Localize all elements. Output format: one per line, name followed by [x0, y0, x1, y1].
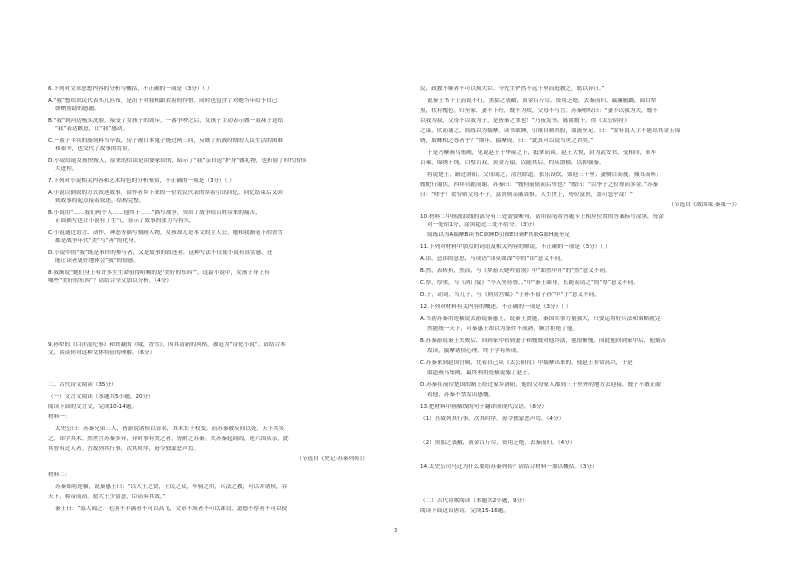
text-line: 攻读，揣摩诸侯心理，终于学有所成。: [427, 348, 523, 354]
text-line: 都是战争年代“美”与“善”的化身。: [55, 238, 140, 244]
text-line: 6.下列对文章思想内容的分析与概括，不正确的一项是（3分）（ ）: [48, 86, 213, 92]
text-line: 能让读者更好地体会“我”的情感。: [55, 258, 140, 264]
text-line: （1）吾故列其行事，次其时序，毋令独蒙恶声焉。（4分）: [420, 416, 565, 422]
text-line: （节选自《史记·苏秦列传》）: [296, 456, 368, 462]
text-line: B.小说用“……我们两个人……他终于……”描写战争，突出了战争给百姓带来的痛苦，: [48, 210, 261, 216]
text-line: D.子，动词，当儿子，与《阿房宫赋》“子孙不留子孙”中“子”意义不同。: [420, 292, 600, 298]
page-number: 3: [394, 528, 398, 534]
text-line: （二）古代诗歌阅读（本题共2小题，9分）: [420, 498, 528, 504]
text-line: 和艰辛，也交代了故事的背景。: [55, 146, 134, 152]
text-line: 哪些“美好的东西”？请结合全文加以分析。（4分）: [48, 278, 173, 284]
text-line: 秦王曰：“寡人闻之：毛羽不丰满者不可以高飞，文章不成者不可以诛罚，道德不厚者不可以使: [55, 506, 288, 512]
text-line: 民，政教不顺者不可以烦大臣。今先生俨然不远千里而庭教之，愿以异日。”: [420, 86, 605, 92]
text-line: 材料一：: [48, 414, 71, 420]
text-line: D.苏秦在前往楚国的路上经过家乡洛阳，他的父母家人都到三十里外的地方去迎接，嫂子不敢正眼: [420, 382, 662, 388]
text-line: 大进程。: [55, 166, 78, 172]
text-line: 8.我渐说“她们身上有许多生生命值得咀嚼的是‘美好的东西’”。这篇小说中，女孩子身上有: [48, 270, 270, 276]
text-line: 说秦王书十上而说不行，黑貂之裘敝，黄金百斤尽，资用乏绝，去秦而归。羸縢履蹻，面目犁: [427, 98, 657, 104]
text-line: B.然，表转折，然而，与《梦游天姥吟留别》中“如然中开”的“然”意义不同。: [420, 268, 611, 274]
text-line: B.苏秦游说秦王失败后，回到家中看到妻子和嫂嫂对他冷淡，他很惭愧，因此他回到家中后，他刻苦: [420, 338, 667, 344]
text-line: 看他，苏秦不禁发出感慨。: [427, 392, 495, 398]
text-line: A.小说以倒叙的方式叙述故事，由作者乡下来的一位农民代表的穿着引出回忆，回忆结束后又回: [48, 190, 283, 196]
text-line: 二、古代诗文阅读（35分）: [48, 382, 117, 388]
text-line: 阅读下面的文言文，完成10-14题。: [48, 404, 137, 410]
text-line: C.一篮子卡宾的肠饲料当早饭，房子被日本鬼子烧过两三回，反映了抗战时期的人民生活的困难: [48, 138, 284, 144]
text-line: 然能统一天下，可秦惠王却以为条件不成熟，婉言拒绝了他。: [427, 326, 579, 332]
text-line: 黑，状有愧色。归至家，妻不下纴，嫂不为炊，父母不与言。苏秦喟叹曰：“妻不以我为夫，嫂不: [420, 108, 658, 114]
text-line: 到故事的起点接着叙述，结构完整。: [55, 198, 145, 204]
text-line: （一）文言文阅读（本题共5小题，20分）: [48, 394, 154, 400]
text-line: D.小说中的“我”既是事件的参与者，又是故事的叙述者，这种写法不仅使小说有真实感，还: [48, 250, 273, 256]
text-line: 曰：“嗟乎！贫穷则父母不子，富贵则亲戚畏惧。人生世上，势位富贵，盖可忽乎哉！”: [420, 192, 633, 198]
text-line: D.小说结尾女孩快嫁人，原来的信由是由婆家给的，暗示了“我”亲自送“护身”做礼物，也折射了时代的伟: [48, 158, 307, 164]
text-line: “我”表达歉意，让“我”感动。: [55, 126, 129, 132]
text-line: 取道燕乌集阙，最终利用连横说服了赵王。: [427, 370, 534, 376]
text-line: （节选自《战国策·秦策一》）: [668, 202, 740, 208]
text-line: B.“我”到河边梳头洗脸，接受了女孩子的训斥，一番争吵之后，女孩子主动表示做一双袜子送给: [48, 118, 284, 124]
text-line: 之谋，伏而诵之，简练以为揣摩。读书欲睡，引锥自刺其股，血流至足。曰：“安有说人主不能出其金玉锦: [420, 128, 681, 134]
text-line: 简练以为A揣摩B读书C欲睡D引锥E自刺F其股G血H流至足: [427, 232, 571, 238]
text-line: 以我为叔，父母不以我为子，是皆秦之罪也！”乃夜发书，陈箧数十，得《太公阴符》: [420, 118, 630, 124]
text-line: C.厚，厚重，与《鸿门宴》“今入坐待尊。。”中“秦王曲身，长跪而请之”的“厚”意义不同。: [420, 280, 639, 286]
text-line: 天下，称帝而治。愿大王少留意，臣请奏其效。”: [48, 494, 166, 500]
text-line: A.当初苏秦用连横说去游说秦惠王，说秦王贤能，秦国军事力量强大，只要运用好兵法和策略就完: [420, 316, 661, 322]
text-line: 苏秦始将连横，说秦惠王曰：“以大王之贤，士民之众，车骑之用，兵法之教，可以并诸侯，吞: [55, 484, 288, 490]
text-line: 13.把材料中画横线的句子翻译成现代汉语。（8分）: [420, 404, 548, 410]
text-line: 百乘，锦绣千纯，白璧百双，黄金万镒，以随其后，约从散横，以抑强秦。: [420, 160, 605, 166]
text-line: A.讳，忌讳的意思，与成语“讳莫如深”中的“讳”意义不同。: [420, 256, 566, 262]
text-line: A.“我”想给农民代表买几匹布，是出于对我相跟农着的怜惜，同时也包含了对她当年给予自己: [48, 98, 278, 104]
text-line: 10.材料二中画波浪线的部分有三处需要断句，请用铅笔将答题卡上相应位置的答案标号涂黑，每涂: [420, 214, 664, 220]
text-line: 材料二：: [48, 472, 71, 478]
text-line: 文，谈谈你对这种文体特征的理解。（6分）: [48, 350, 156, 356]
text-line: 对一处给1分，涂黑超过三处不给分。（3分）: [427, 222, 538, 228]
text-line: 11.下列对材料中加点的词语及相关内容的解说，不正确的一项是（3分）（ ）: [420, 244, 611, 250]
text-line: 之，讳学其术。然世言苏秦多异，异时事有类之者，皆附之苏秦。夫苏秦起闾阎，连六国从亲，此: [48, 436, 289, 442]
text-line: C.苏秦来到赵国宫殿，凭着自己从《太公阴符》中揣摩出来的，使赵王非常高兴，于是: [420, 360, 633, 366]
text-line: （2）黑貂之裘敝，黄金百斤尽，资用乏绝，去秦而归。（4分）: [420, 440, 576, 446]
text-line: 太史公曰：苏秦兄弟三人，皆游说诸侯以显名，其术长于权变。而苏秦被反间以死，天下共笑: [55, 426, 285, 432]
text-line: 阅读下面这首唐诗，完成15-16题。: [420, 508, 509, 514]
text-line: 12.下列对材料有关内容的概述，不正确的一项是（3分）（ ）: [420, 304, 572, 310]
text-line: 于是乃摩燕乌集阙，见说赵王于华屋之下，抵掌而谈。赵王大悦，封为武安君，受相印，革车: [427, 150, 657, 156]
text-line: 正面描写也让小说有了生气，显示了故事的张力与持久。: [55, 218, 195, 224]
text-line: 14.太史公司马迁为什么要给苏秦列传？请结合材料一加以概括。（3分）: [420, 464, 598, 470]
text-line: 9.孙犁的《白洋淀纪事》和铁凝的《哦，香雪》，因其清新的风格，被冠为“诗化小说”。请结合本: [48, 342, 286, 348]
text-line: 馈赠帮助的感激。: [55, 106, 100, 112]
text-line: 嫂蛇行匍伏，四拜自跪而谢。苏秦曰：“嫂何前倨而后卑也？”嫂曰：“以季子之位尊而多金。”苏秦: [420, 182, 659, 188]
text-line: 绣，取卿相之尊者乎？”期年，揣摩成，曰：“此真可以说当世之君矣。”: [420, 138, 594, 144]
text-line: 其智有过人者。吾故列其行事，次其时序，毋令独蒙恶声焉。: [48, 446, 200, 452]
text-line: C.小说通过语言、动作、神态等描写刻画人物，女孩却儿是本文的主人公，她和我渐笔下的香雪: [48, 230, 284, 236]
text-line: 7.下列对小说相关内容和艺术特色的分析鉴赏，不正确的一项是（3分）（ ）: [48, 178, 235, 184]
text-line: 将说楚王，路过洛阳，父母闻之，清宫除道，张乐设饮，郊迎三十里；妻侧目而视，倾耳而听；: [427, 172, 662, 178]
